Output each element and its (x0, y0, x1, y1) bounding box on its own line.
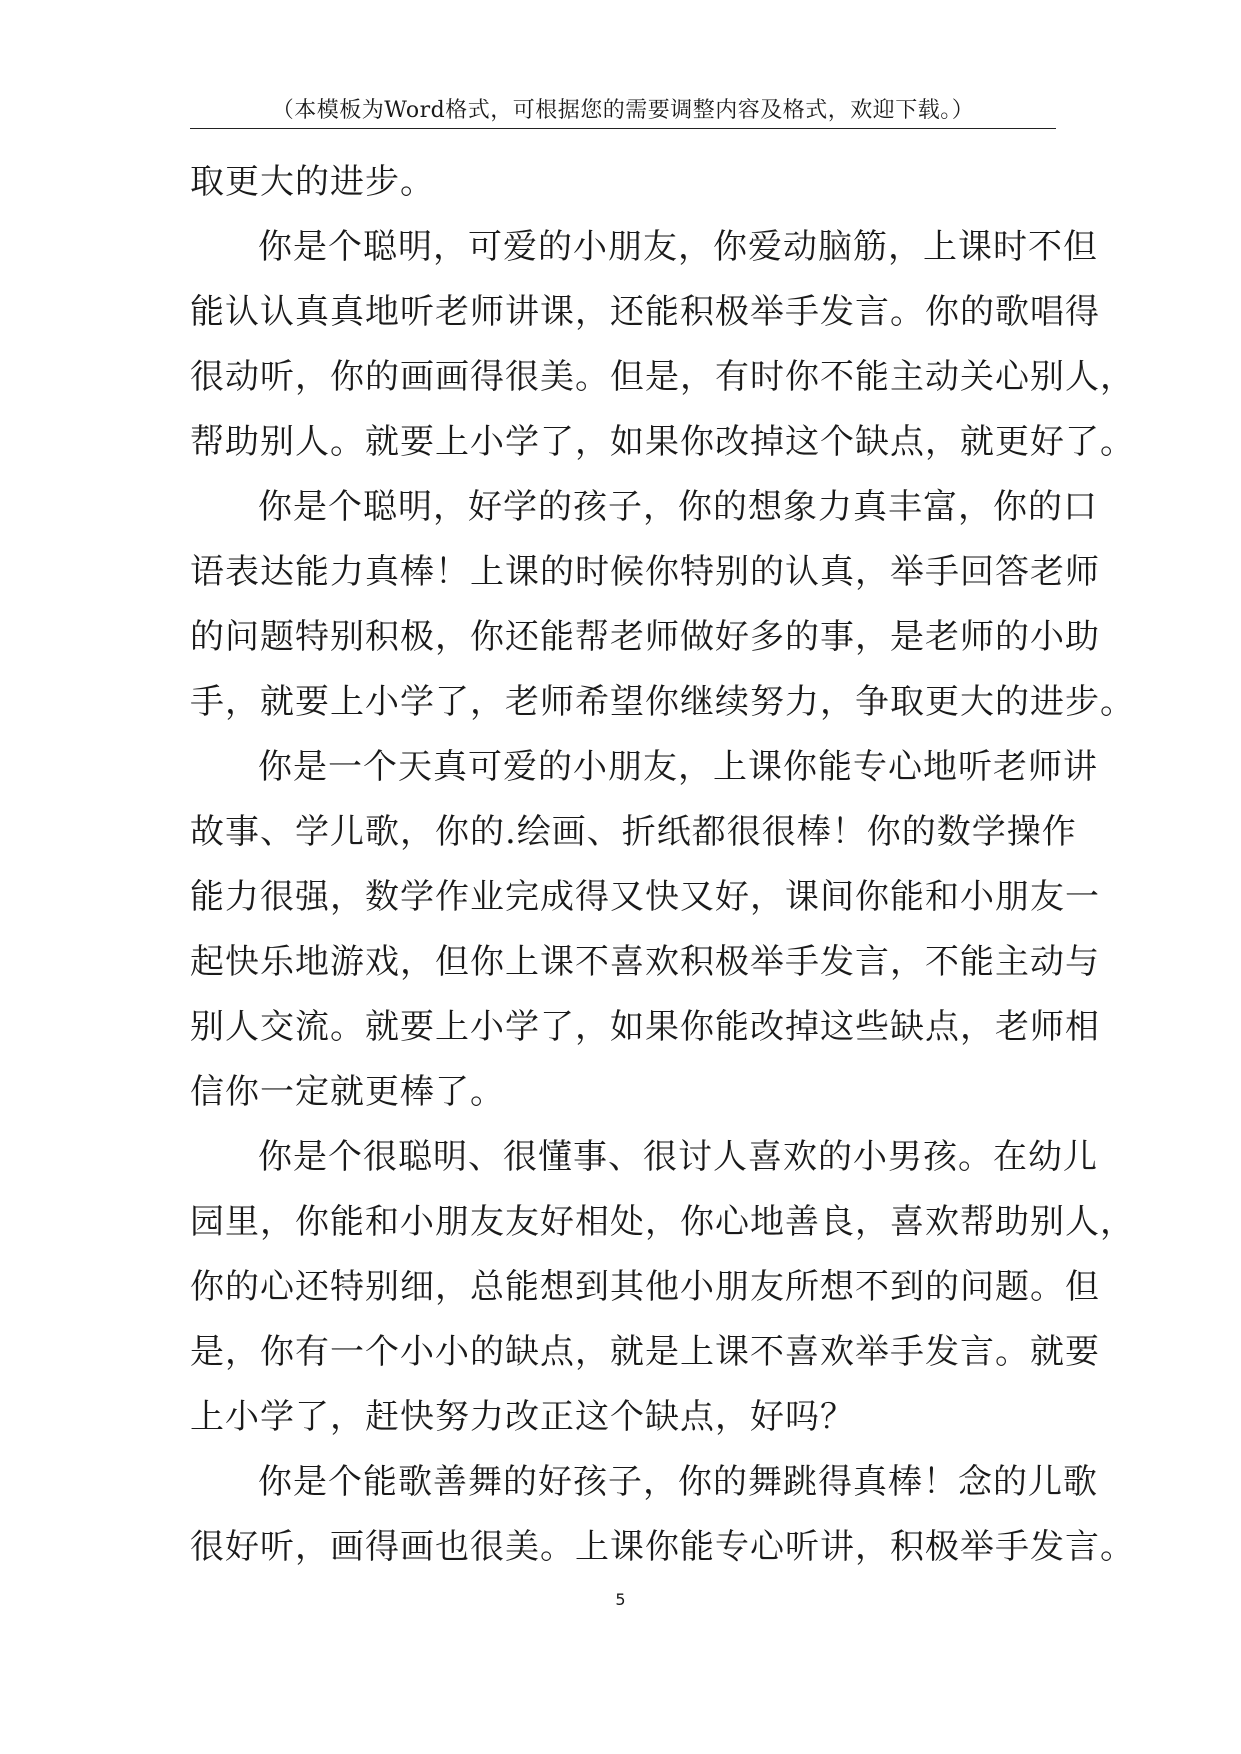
text-line: 能力很强，数学作业完成得又快又好，课间你能和小朋友一 (190, 877, 1100, 917)
text-line: 帮助别人。就要上小学了，如果你改掉这个缺点，就更好了。 (190, 422, 1135, 462)
text-line: 很动听，你的画画得很美。但是，有时你不能主动关心别人， (190, 357, 1135, 397)
text-line: 故事、学儿歌，你的.绘画、折纸都很很棒！你的数学操作 (190, 812, 1077, 852)
text-line: 上小学了，赶快努力改正这个缺点，好吗？ (190, 1397, 855, 1437)
page-number: 5 (615, 1590, 626, 1609)
page-header: （本模板为Word格式，可根据您的需要调整内容及格式，欢迎下载。） (271, 98, 975, 123)
text-line: 语表达能力真棒！上课的时候你特别的认真，举手回答老师 (190, 552, 1100, 592)
text-line: 信你一定就更棒了。 (190, 1072, 505, 1112)
text-line: 是，你有一个小小的缺点，就是上课不喜欢举手发言。就要 (190, 1332, 1100, 1372)
text-line: 的问题特别积极，你还能帮老师做好多的事，是老师的小助 (190, 617, 1100, 657)
header-divider (190, 128, 1056, 129)
text-line: 你是个很聪明、很懂事、很讨人喜欢的小男孩。在幼儿 (258, 1137, 1098, 1177)
text-line: 你的心还特别细，总能想到其他小朋友所想不到的问题。但 (190, 1267, 1100, 1307)
text-line: 别人交流。就要上小学了，如果你能改掉这些缺点，老师相 (190, 1007, 1100, 1047)
document-body (190, 150, 1135, 1580)
text-line: 你是个聪明，好学的孩子，你的想象力真丰富，你的口 (258, 487, 1098, 527)
text-line: 能认认真真地听老师讲课，还能积极举手发言。你的歌唱得 (190, 292, 1100, 332)
text-line: 园里，你能和小朋友友好相处，你心地善良，喜欢帮助别人， (190, 1202, 1135, 1242)
text-line: 取更大的进步。 (190, 162, 435, 202)
text-line: 你是个聪明，可爱的小朋友，你爱动脑筋，上课时不但 (258, 227, 1098, 267)
text-line: 起快乐地游戏，但你上课不喜欢积极举手发言，不能主动与 (190, 942, 1100, 982)
text-line: 你是个能歌善舞的好孩子，你的舞跳得真棒！念的儿歌 (258, 1462, 1098, 1502)
text-line: 手，就要上小学了，老师希望你继续努力，争取更大的进步。 (190, 682, 1135, 722)
text-line: 很好听，画得画也很美。上课你能专心听讲，积极举手发言。 (190, 1527, 1135, 1567)
text-line: 你是一个天真可爱的小朋友，上课你能专心地听老师讲 (258, 747, 1098, 787)
